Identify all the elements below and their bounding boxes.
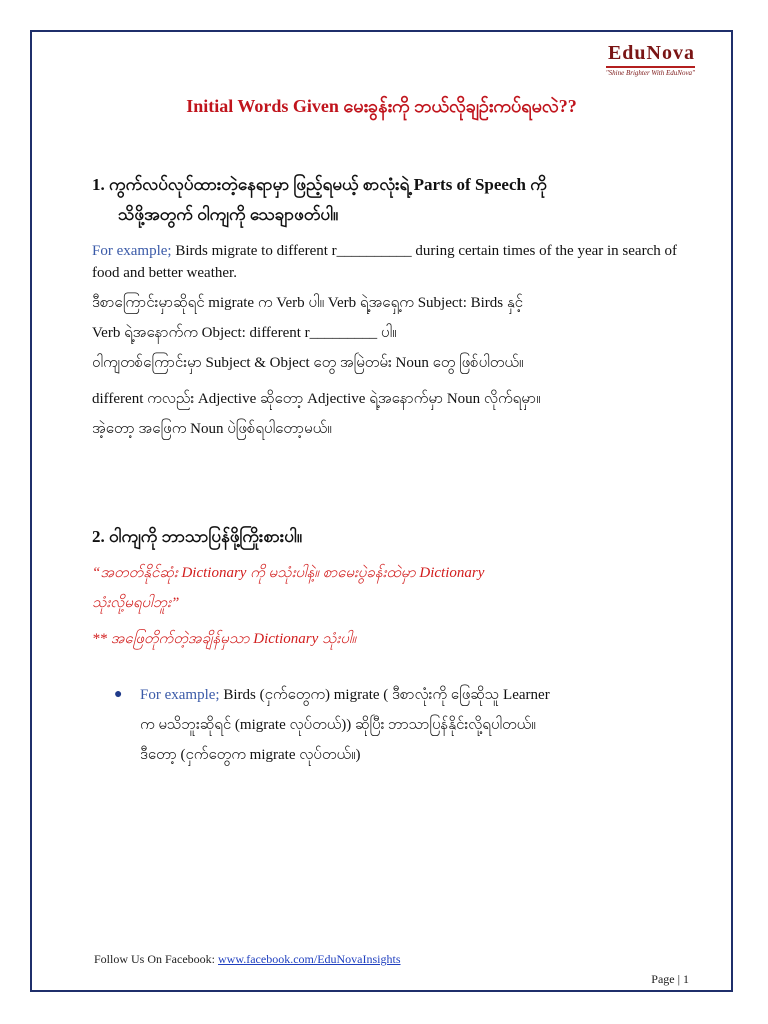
facebook-link[interactable]: www.facebook.com/EduNovaInsights: [218, 952, 401, 966]
explanation-line-1: ဒီစာကြောင်းမှာဆိုရင် migrate က Verb ပါ။ Verb ရဲ့အရှေ့က Subject: Birds နှင့်: [92, 295, 523, 311]
edunova-logo: [606, 42, 695, 77]
explanation-line-5: အဲ့တော့ အဖြေက Noun ပဲဖြစ်ရပါတော့မယ်။: [92, 421, 332, 437]
page-title: Initial Words Given မေးခွန်းကို ဘယ်လိုချဉ်းကပ်ရမလဲ??: [186, 96, 577, 116]
bullet-example: [92, 680, 684, 770]
explanation-line-3: ဝါကျတစ်ကြောင်းမှာ Subject & Object တွေ အမြဲတမ်း Noun တွေ ဖြစ်ပါတယ်။: [92, 355, 524, 371]
section-1-heading-cont: သိဖို့အတွက် ဝါကျကို သေချာဖတ်ပါ။: [118, 205, 339, 224]
page-number: Page | 1: [651, 972, 689, 986]
logo-tagline: "Shine Brighter With EduNova": [605, 69, 695, 77]
explanation-line-2: Verb ရဲ့အနောက်က Object: different r_________ ပါ။: [92, 325, 397, 341]
footer: [94, 952, 401, 967]
explanation-line-4: different ကလည်း Adjective ဆိုတော့ Adjective ရဲ့အနောက်မှာ Noun လိုက်ရမှာ။: [92, 391, 541, 407]
bullet-body: [140, 680, 550, 770]
dictionary-note: ** အဖြေတိုက်တဲ့အချိန်မှသာ Dictionary သုံးပါ။: [92, 631, 357, 647]
example-paragraph: [92, 240, 684, 284]
bullet-line-1: Birds (ငှက်တွေက) migrate ( ဒီစာလုံးကို ဖြေဆိုသူ Learner: [223, 687, 550, 703]
bullet-line-2: က မသိဘူးဆိုရင် (migrate လုပ်တယ်)) ဆိုပြီး ဘာသာပြန်နိုင်းလို့ရပါတယ်။: [140, 717, 536, 733]
page-frame: [30, 30, 733, 992]
bullet-line-3: ဒီတော့ (ငှက်တွေက migrate လုပ်တယ်။): [140, 747, 361, 763]
logo-rule: [606, 66, 695, 68]
section-1-heading: 1. ကွက်လပ်လုပ်ထားတဲ့နေရာမှာ ဖြည့်ရမယ့် စာလုံးရဲ့ Parts of Speech ကို: [92, 175, 547, 194]
quote-line-2: သုံးလို့မရပါဘူး”: [92, 595, 180, 611]
bullet-example-label: For example;: [140, 687, 220, 703]
section-1: [92, 170, 684, 444]
logo-wordmark: EduNova: [607, 42, 695, 64]
example-text: Birds migrate to different r__________ during certain times of the year in search of food and better weather.: [92, 243, 677, 281]
quote-line-1: “အတတ်နိုင်ဆုံး Dictionary ကို မသုံးပါနဲ့။ စာမေးပွဲခန်းထဲမှာ Dictionary: [92, 565, 485, 581]
section-2-heading: 2. ဝါကျကို ဘာသာပြန်ဖို့ကြိုးစားပါ။: [92, 527, 302, 546]
example-label: For example;: [92, 243, 172, 259]
bullet-dot-icon: ●: [114, 687, 123, 702]
section-2: [92, 522, 684, 770]
footer-label: Follow Us On Facebook:: [94, 952, 215, 966]
